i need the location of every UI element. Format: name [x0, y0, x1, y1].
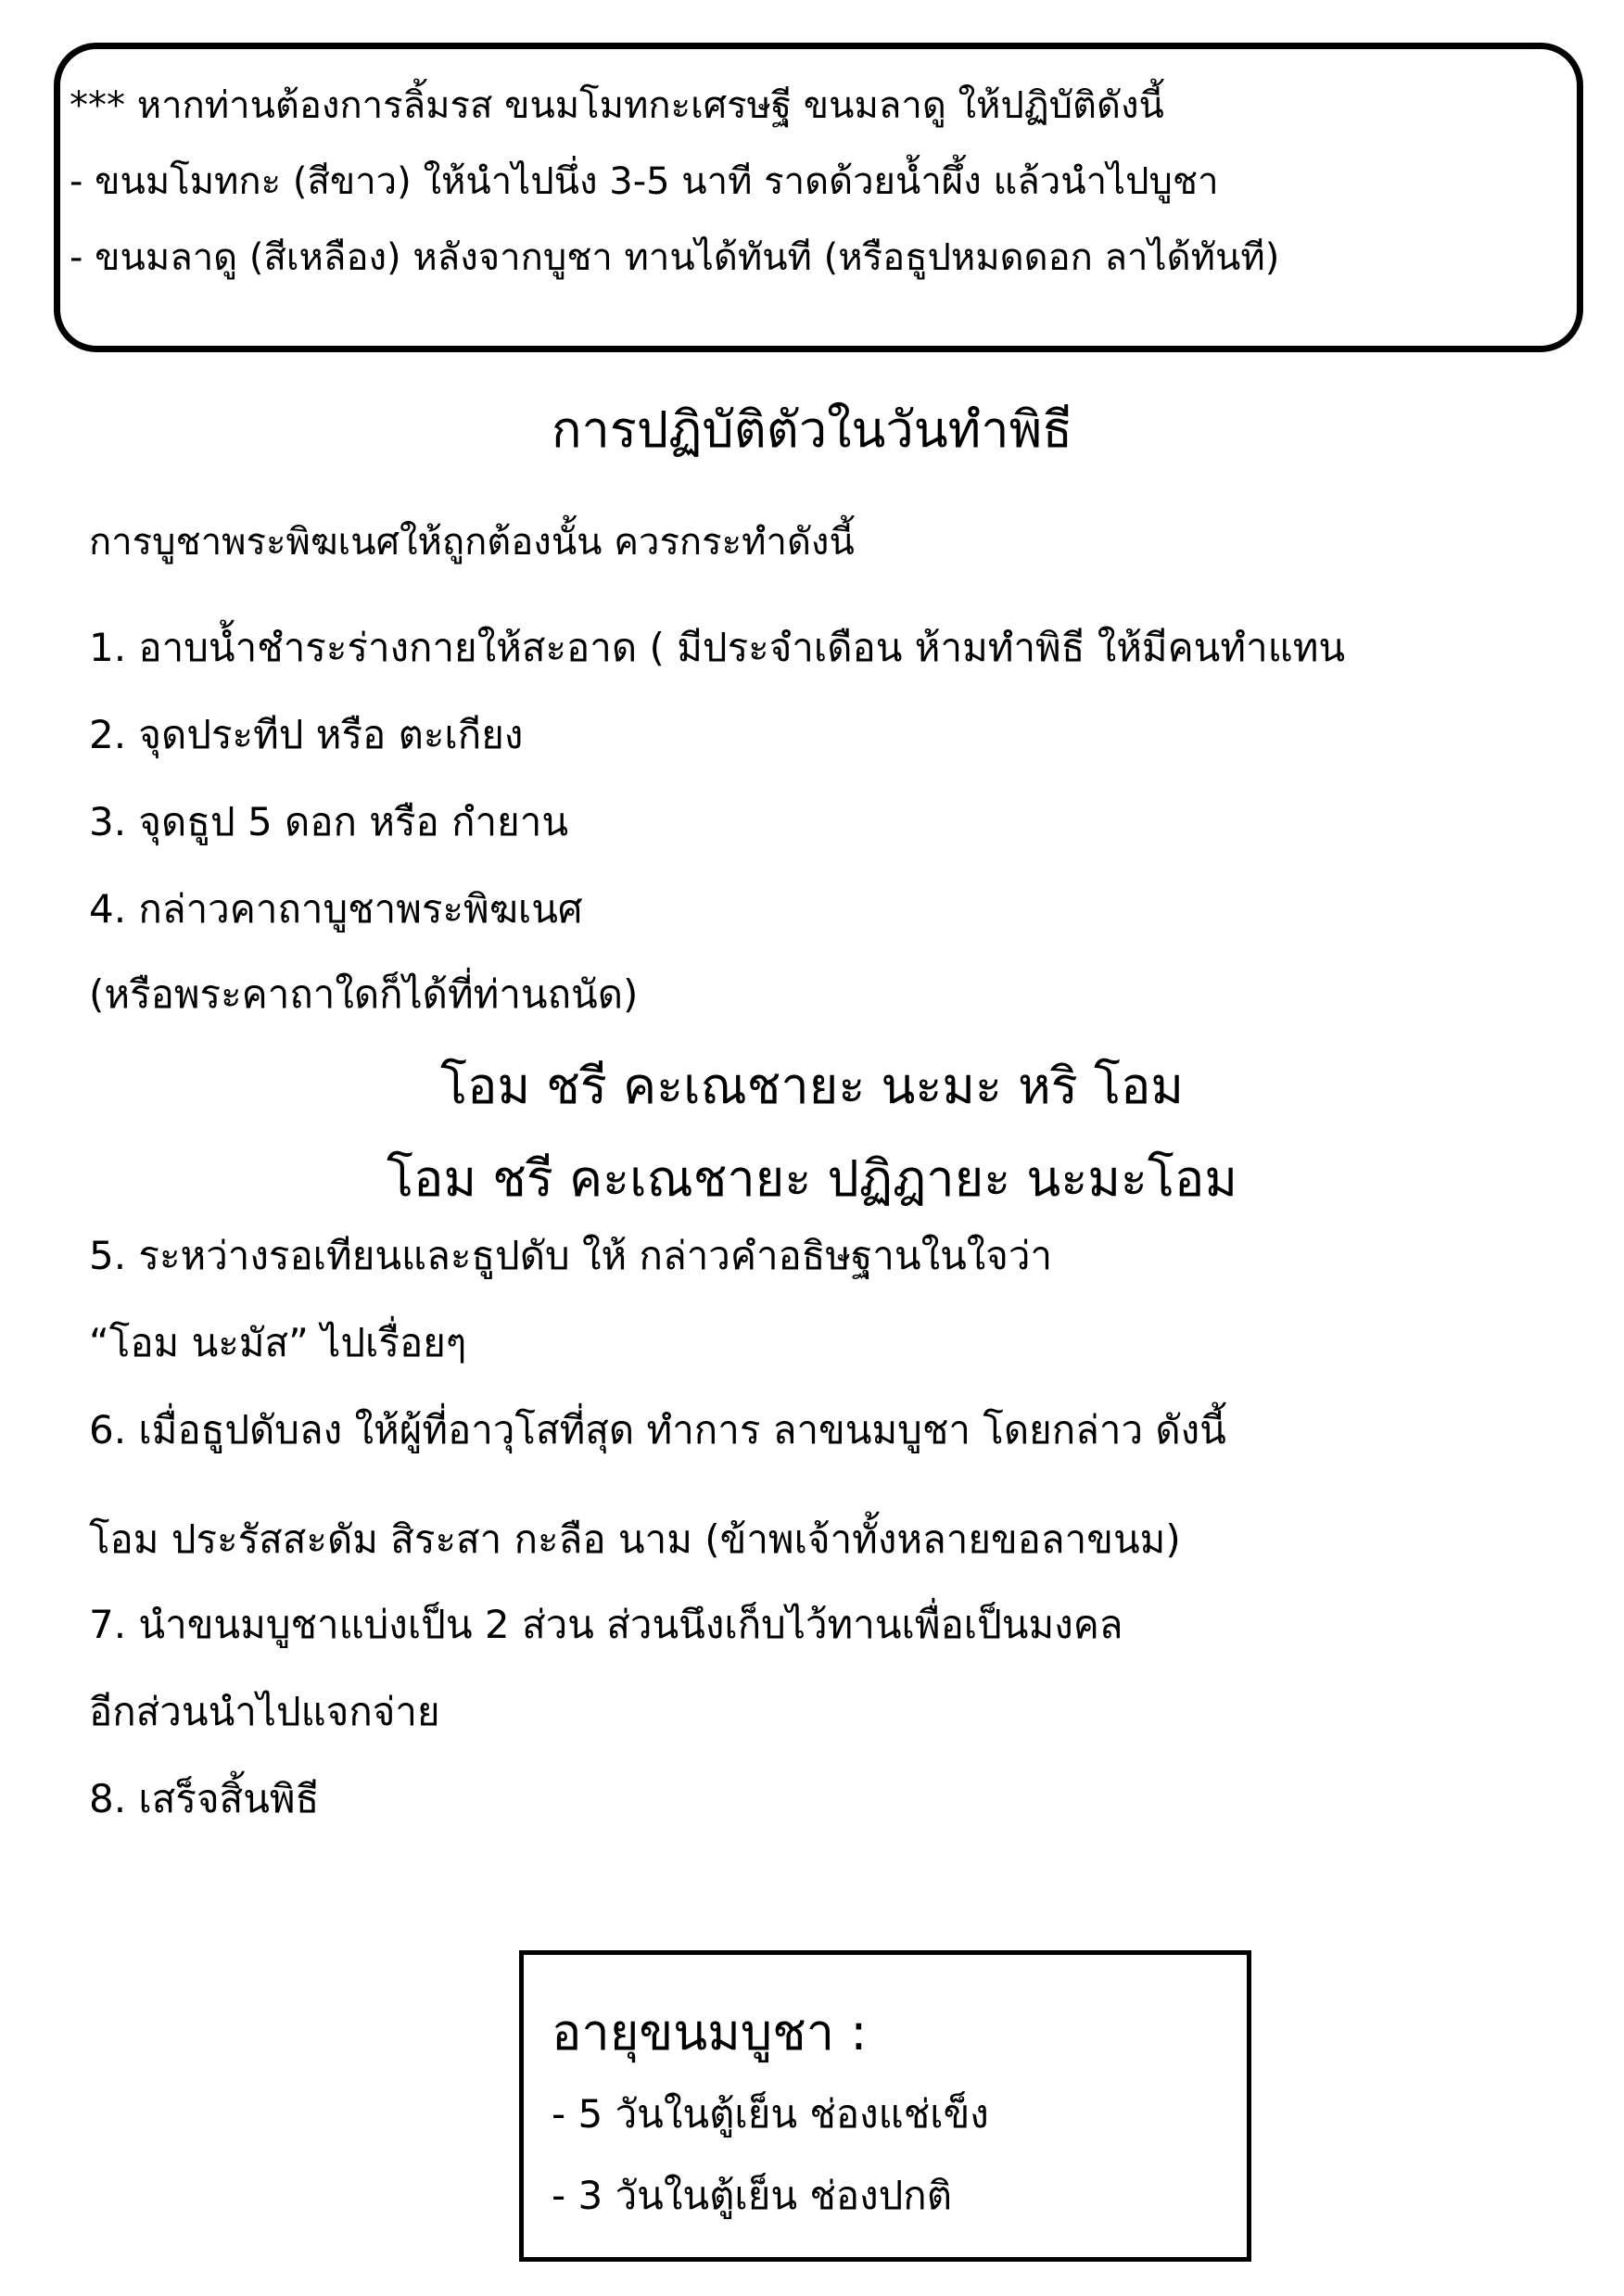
- step-7: 7. นำขนมบูชาแบ่งเป็น 2 ส่วน ส่วนนึงเก็บไว้ทานเพื่อเป็นมงคล: [89, 1602, 1123, 1647]
- step-2: 2. จุดประทีป หรือ ตะเกียง: [89, 712, 524, 757]
- step-6-chant: โอม ประรัสสะดัม สิระสา กะลือ นาม (ข้าพเจ้าทั้งหลายขอลาขนม): [89, 1516, 1181, 1562]
- step-1: 1. อาบน้ำชำระร่างกายให้สะอาด ( มีประจำเดือน ห้ามทำพิธี ให้มีคนทำแทน: [89, 625, 1346, 670]
- step-5-quote: “โอม นะมัส” ไปเรื่อยๆ: [89, 1320, 467, 1365]
- notice-line-intro: *** หากท่านต้องการลิ้มรส ขนมโมทกะเศรษฐี ขนมลาดู ให้ปฏิบัติดังนี้: [70, 84, 1164, 127]
- mantra-line-1: โอม ชรี คะเณชายะ นะมะ หริ โอม: [440, 1057, 1184, 1115]
- step-5: 5. ระหว่างรอเทียนและธูปดับ ให้ กล่าวคำอธิษฐานในใจว่า: [89, 1233, 1053, 1278]
- storage-item-fridge: - 3 วันในตู้เย็น ช่องปกติ: [552, 2173, 952, 2218]
- notice-box: [54, 43, 1583, 352]
- page-heading: การปฏิบัติตัวในวันทำพิธี: [551, 400, 1073, 459]
- notice-line-modaka: - ขนมโมทกะ (สีขาว) ให้นำไปนึ่ง 3-5 นาที ราดด้วยน้ำผึ้ง แล้วนำไปบูชา: [70, 160, 1219, 203]
- storage-title: อายุขนมบูชา :: [552, 2003, 868, 2061]
- step-6: 6. เมื่อธูปดับลง ให้ผู้ที่อาวุโสที่สุด ทำการ ลาขนมบูชา โดยกล่าว ดังนี้: [89, 1407, 1226, 1452]
- step-7-continued: อีกส่วนนำไปแจกจ่าย: [89, 1689, 440, 1734]
- step-4: 4. กล่าวคาถาบูชาพระพิฆเนศ: [89, 886, 583, 932]
- step-4-note: (หรือพระคาถาใดก็ได้ที่ท่านถนัด): [89, 971, 639, 1017]
- step-3: 3. จุดธูป 5 ดอก หรือ กำยาน: [89, 799, 569, 844]
- mantra-line-2: โอม ชรี คะเณชายะ ปฏิฎายะ นะมะโอม: [387, 1149, 1237, 1208]
- step-8: 8. เสร็จสิ้นพิธี: [89, 1776, 320, 1821]
- intro-text: การบูชาพระพิฆเนศให้ถูกต้องนั้น ควรกระทำดังนี้: [89, 521, 855, 564]
- storage-item-freezer: - 5 วันในตู้เย็น ช่องแช่เข็ง: [552, 2091, 989, 2137]
- notice-line-ladoo: - ขนมลาดู (สีเหลือง) หลังจากบูชา ทานได้ทันที (หรือธูปหมดดอก ลาได้ทันที): [70, 236, 1280, 279]
- storage-life-box: [519, 1950, 1251, 2262]
